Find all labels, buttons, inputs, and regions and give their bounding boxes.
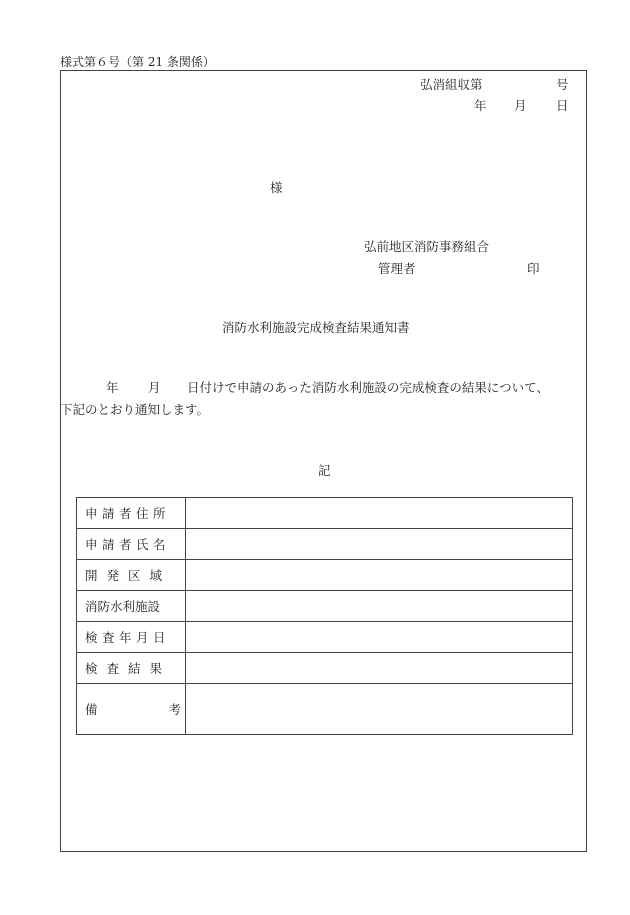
seal-mark: 印 [527, 261, 540, 276]
remarks-label [77, 684, 186, 735]
remarks-field[interactable] [186, 684, 573, 735]
table-row [77, 498, 573, 529]
remarks-label-part-2: 考 [168, 702, 181, 717]
remarks-label-part-1: 備 [85, 702, 98, 717]
document-title: 消防水利施設完成検査結果通知書 [222, 320, 410, 335]
issue-date-year: 年 [474, 98, 487, 113]
body-month: 月 [148, 380, 161, 395]
issue-date-day: 日 [556, 98, 569, 113]
fire-water-facility-label: 消防水利施設 [77, 591, 186, 622]
table-row [77, 684, 573, 735]
applicant-name-label: 申請者氏名 [77, 529, 186, 560]
table-row [77, 622, 573, 653]
addressee-honorific: 様 [270, 180, 283, 195]
issuer-organization: 弘前地区消防事務組合 [364, 239, 490, 254]
applicant-name-field[interactable] [186, 529, 573, 560]
inspection-date-field[interactable] [186, 622, 573, 653]
table-row [77, 591, 573, 622]
body-text-line-2: 下記のとおり通知します。 [60, 402, 210, 417]
development-area-label: 開発区域 [77, 560, 186, 591]
issue-date-month: 月 [514, 98, 527, 113]
body-year: 年 [106, 380, 119, 395]
inspection-date-label: 検査年月日 [77, 622, 186, 653]
applicant-address-label: 申請者住所 [77, 498, 186, 529]
reference-number-prefix: 弘消組収第 [420, 77, 483, 92]
issuer-title: 管理者 [378, 261, 416, 276]
development-area-field[interactable] [186, 560, 573, 591]
fire-water-facility-field[interactable] [186, 591, 573, 622]
reference-number-suffix: 号 [556, 77, 569, 92]
inspection-record-table [76, 497, 573, 735]
form-number: 様式第６号（第 21 条関係） [60, 55, 215, 69]
inspection-result-label: 検査結果 [77, 653, 186, 684]
applicant-address-field[interactable] [186, 498, 573, 529]
note-heading: 記 [318, 463, 331, 478]
table-row [77, 653, 573, 684]
table-row [77, 529, 573, 560]
inspection-result-field[interactable] [186, 653, 573, 684]
table-row [77, 560, 573, 591]
body-sentence: 日付けで申請のあった消防水利施設の完成検査の結果について、 [187, 380, 549, 395]
